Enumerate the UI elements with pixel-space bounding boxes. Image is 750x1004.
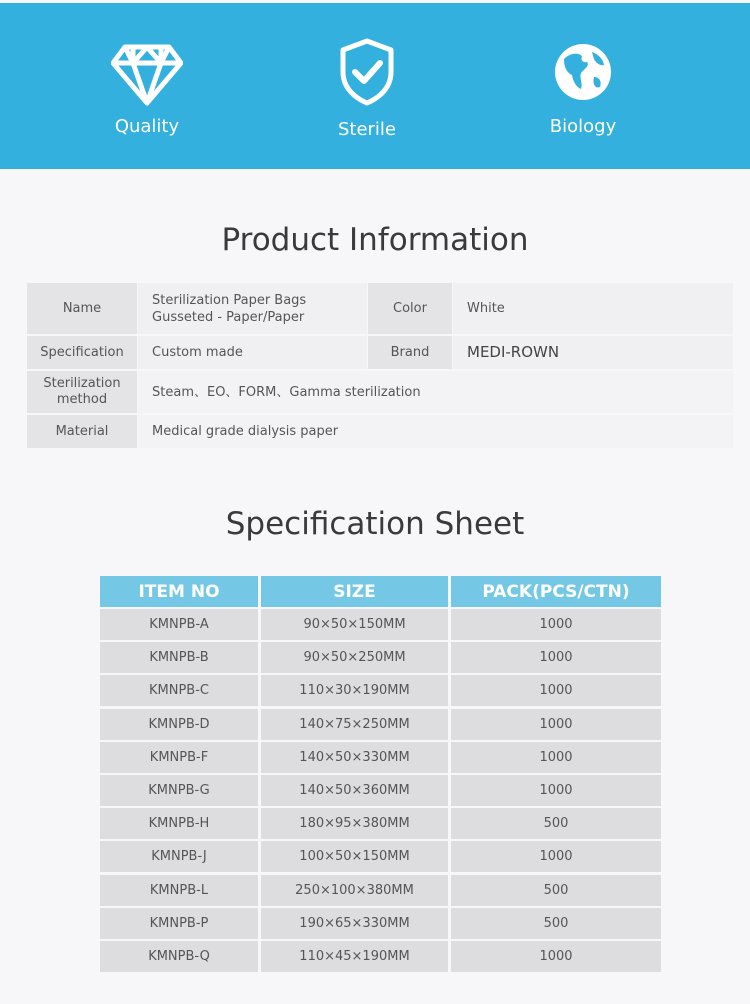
sterilization-label-line1: Sterilization	[43, 376, 121, 391]
size-cell: 100×50×150MM	[261, 841, 448, 872]
item-no-cell: KMNPB-D	[100, 709, 258, 740]
size-cell: 110×30×190MM	[261, 675, 448, 706]
item-no-cell: KMNPB-P	[100, 908, 258, 939]
pack-cell: 1000	[451, 775, 661, 806]
name-label: Name	[27, 283, 137, 334]
feature-quality	[72, 3, 222, 169]
feature-label: Quality	[114, 116, 180, 137]
shield-check-icon	[339, 38, 395, 110]
pack-cell: 500	[451, 908, 661, 939]
item-no-cell: KMNPB-F	[100, 742, 258, 773]
item-no-cell: KMNPB-G	[100, 775, 258, 806]
material-label: Material	[27, 415, 137, 448]
pack-cell: 1000	[451, 941, 661, 972]
item-no-cell: KMNPB-H	[100, 808, 258, 839]
name-value-line2: Gusseted - Paper/Paper	[152, 309, 305, 325]
table-row	[27, 283, 733, 334]
feature-label: Sterile	[337, 119, 397, 140]
size-cell: 110×45×190MM	[261, 941, 448, 972]
diamond-icon	[111, 43, 183, 111]
product-information-title: Product Information	[221, 222, 529, 258]
item-no-cell: KMNPB-C	[100, 675, 258, 706]
pack-cell: 1000	[451, 709, 661, 740]
pack-cell: 1000	[451, 675, 661, 706]
pack-cell: 1000	[451, 609, 661, 640]
size-cell: 90×50×150MM	[261, 609, 448, 640]
size-cell: 90×50×250MM	[261, 642, 448, 673]
pack-cell: 500	[451, 875, 661, 906]
size-cell: 140×75×250MM	[261, 709, 448, 740]
brand-value: MEDI-ROWN	[453, 336, 733, 369]
size-cell: 140×50×360MM	[261, 775, 448, 806]
item-no-cell: KMNPB-Q	[100, 941, 258, 972]
name-value-line1: Sterilization Paper Bags	[152, 292, 307, 308]
size-cell: 190×65×330MM	[261, 908, 448, 939]
size-cell: 180×95×380MM	[261, 808, 448, 839]
specification-label: Specification	[27, 336, 137, 369]
specification-sheet-title: Specification Sheet	[225, 506, 525, 542]
table-row	[27, 336, 733, 369]
color-label: Color	[368, 283, 452, 334]
pack-cell: 1000	[451, 642, 661, 673]
sterilization-method-value: Steam、EO、FORM、Gamma sterilization	[138, 371, 733, 413]
item-no-cell: KMNPB-L	[100, 875, 258, 906]
feature-label: Biology	[549, 116, 617, 137]
feature-biology	[508, 3, 658, 169]
column-header-size: SIZE	[261, 576, 448, 607]
sterilization-method-label	[27, 371, 137, 413]
size-cell: 140×50×330MM	[261, 742, 448, 773]
globe-icon	[554, 43, 612, 105]
table-row	[27, 371, 733, 413]
brand-label: Brand	[368, 336, 452, 369]
column-header-pack: PACK(PCS/CTN)	[451, 576, 661, 607]
feature-banner	[0, 3, 750, 169]
name-value	[138, 283, 367, 334]
size-cell: 250×100×380MM	[261, 875, 448, 906]
specification-value: Custom made	[138, 336, 367, 369]
item-no-cell: KMNPB-B	[100, 642, 258, 673]
column-header-item-no: ITEM NO	[100, 576, 258, 607]
pack-cell: 1000	[451, 742, 661, 773]
table-row	[27, 415, 733, 448]
item-no-cell: KMNPB-J	[100, 841, 258, 872]
item-no-cell: KMNPB-A	[100, 609, 258, 640]
material-value: Medical grade dialysis paper	[138, 415, 733, 448]
color-value: White	[453, 283, 733, 334]
pack-cell: 1000	[451, 841, 661, 872]
feature-sterile	[292, 3, 442, 169]
sterilization-label-line2: method	[56, 392, 108, 407]
pack-cell: 500	[451, 808, 661, 839]
